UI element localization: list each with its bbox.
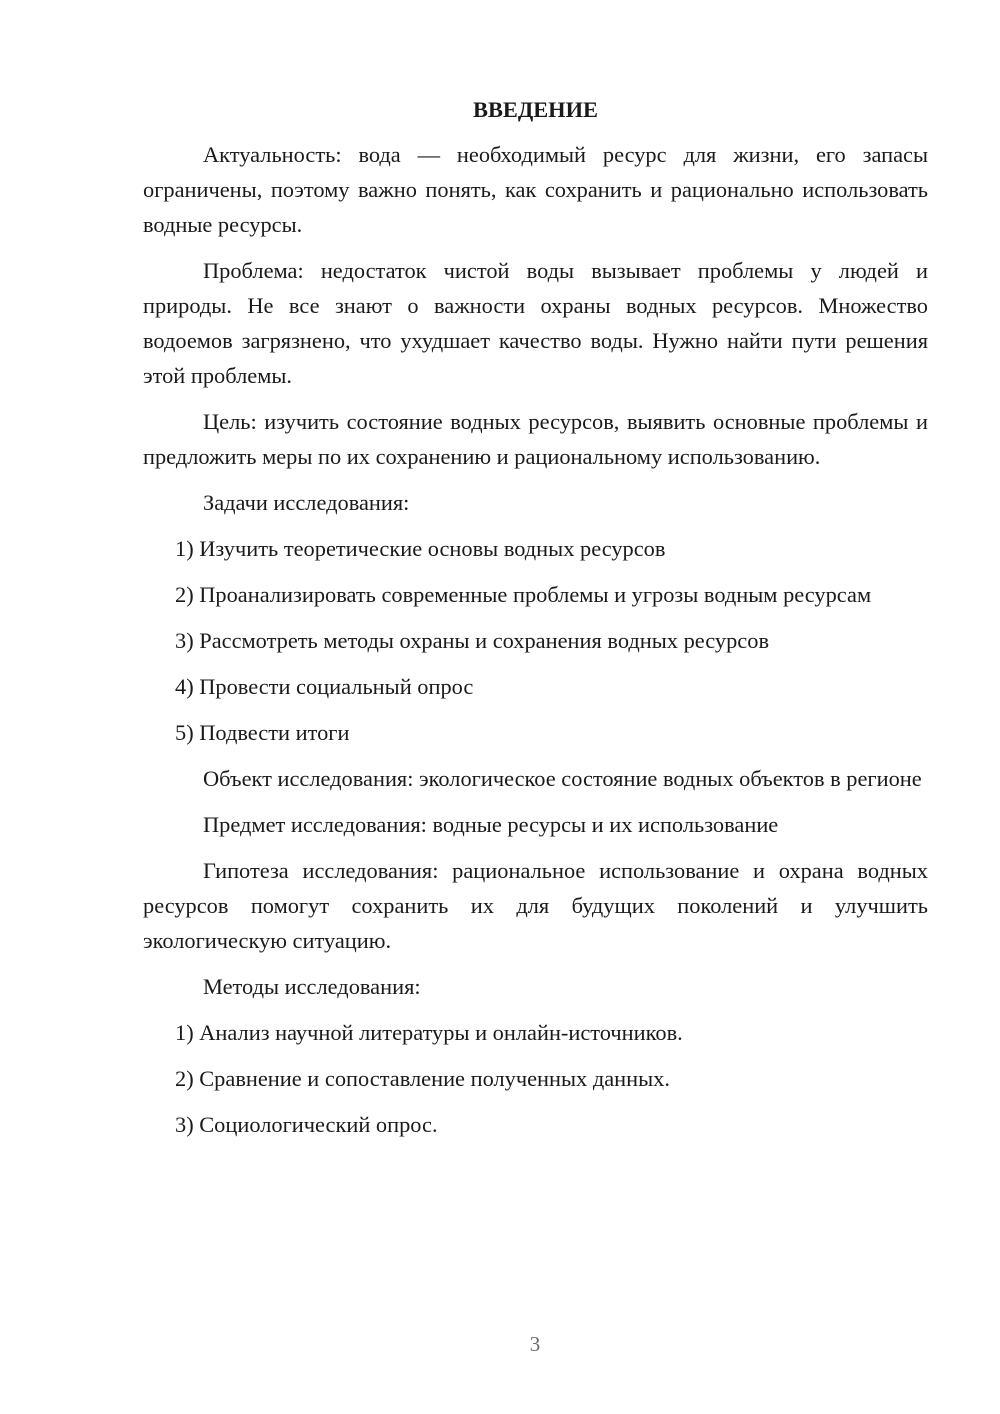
task-item: 4) Провести социальный опрос xyxy=(175,674,474,699)
paragraph-hypothesis: Гипотеза исследования: рациональное использование и охрана водных ресурсов помогут сохранить их для будущих поколений и улучшить экологическую ситуацию. xyxy=(143,858,928,953)
paragraph-relevance: Актуальность: вода — необходимый ресурс для жизни, его запасы ограничены, поэтому важно понять, как сохранить и рационально использовать водные ресурсы. xyxy=(143,142,928,237)
task-item: 5) Подвести итоги xyxy=(175,720,350,745)
section-title: ВВЕДЕНИЕ xyxy=(473,97,598,122)
paragraph-problem: Проблема: недостаток чистой воды вызывает проблемы у людей и природы. Не все знают о важности охраны водных ресурсов. Множество водоемов загрязнено, что ухудшает качество воды. Нужно найти пути решения этой проблемы. xyxy=(143,258,928,388)
task-item: 1) Изучить теоретические основы водных ресурсов xyxy=(175,536,666,561)
paragraph-subject: Предмет исследования: водные ресурсы и их использование xyxy=(203,812,779,837)
method-item: 2) Сравнение и сопоставление полученных данных. xyxy=(175,1066,670,1091)
page-content xyxy=(143,92,928,1153)
page-number: 3 xyxy=(529,1332,541,1356)
method-item: 1) Анализ научной литературы и онлайн-источников. xyxy=(175,1020,683,1045)
methods-heading: Методы исследования: xyxy=(203,974,421,999)
task-item: 3) Рассмотреть методы охраны и сохранения водных ресурсов xyxy=(175,628,770,653)
method-item: 3) Социологический опрос. xyxy=(175,1112,438,1137)
tasks-heading: Задачи исследования: xyxy=(203,490,410,515)
paragraph-object: Объект исследования: экологическое состояние водных объектов в регионе xyxy=(203,766,922,791)
task-item: 2) Проанализировать современные проблемы и угрозы водным ресурсам xyxy=(175,582,872,607)
paragraph-goal: Цель: изучить состояние водных ресурсов, выявить основные проблемы и предложить меры по их сохранению и рациональному использованию. xyxy=(143,409,928,469)
